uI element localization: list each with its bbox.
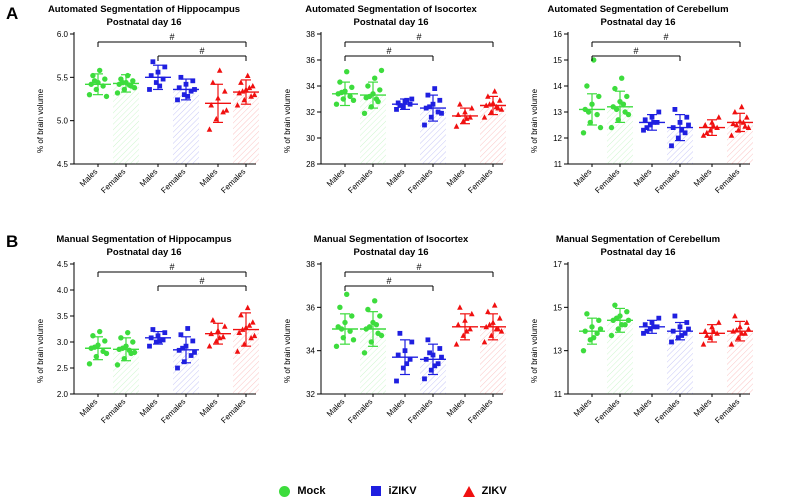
svg-text:Males: Males (691, 397, 714, 419)
svg-text:Males: Males (137, 397, 160, 419)
chart-subtitle: Postnatal day 16 (353, 17, 429, 28)
svg-text:30: 30 (306, 134, 315, 143)
plot-area (275, 258, 507, 426)
svg-text:Males: Males (77, 167, 100, 189)
svg-text:Females: Females (159, 397, 188, 426)
svg-text:Females: Females (593, 397, 622, 426)
svg-text:Males: Males (631, 397, 654, 419)
chart-manual-isocortex (275, 232, 507, 447)
y-axis-label: % of brain volume (283, 88, 292, 153)
svg-text:#: # (633, 46, 639, 56)
svg-text:Males: Males (197, 167, 220, 189)
legend-item-izikv (371, 485, 416, 497)
circle-marker-icon (279, 486, 290, 497)
svg-text:Females: Females (346, 167, 375, 196)
chart-subtitle: Postnatal day 16 (600, 17, 676, 28)
svg-text:Males: Males (571, 167, 594, 189)
chart-subtitle: Postnatal day 16 (106, 17, 182, 28)
svg-text:4.5: 4.5 (56, 160, 68, 169)
panel-label-b: B (6, 232, 19, 251)
plot-area (275, 28, 507, 196)
svg-text:Males: Males (77, 397, 100, 419)
svg-text:12: 12 (553, 134, 562, 143)
svg-text:Females: Females (466, 397, 495, 426)
svg-text:11: 11 (553, 390, 562, 399)
svg-text:Females: Females (713, 167, 742, 196)
svg-text:#: # (386, 276, 392, 286)
svg-text:3.0: 3.0 (56, 338, 68, 347)
svg-text:36: 36 (306, 56, 315, 65)
svg-text:3.5: 3.5 (56, 312, 68, 321)
legend-item-mock (279, 485, 325, 497)
legend-item-zikv (463, 485, 507, 497)
chart-auto-hippocampus (28, 2, 260, 217)
triangle-marker-icon (463, 486, 475, 497)
svg-text:17: 17 (553, 260, 562, 269)
svg-text:Females: Females (159, 167, 188, 196)
y-axis-label: % of brain volume (283, 318, 292, 383)
svg-text:Females: Females (713, 397, 742, 426)
svg-text:Males: Males (631, 167, 654, 189)
svg-text:Females: Females (593, 167, 622, 196)
svg-text:Females: Females (346, 397, 375, 426)
chart-manual-hippocampus (28, 232, 260, 447)
chart-manual-cerebellum (522, 232, 754, 447)
svg-text:16: 16 (553, 30, 562, 39)
y-axis-label: % of brain volume (36, 88, 45, 153)
svg-text:13: 13 (553, 346, 562, 356)
svg-text:Females: Females (219, 167, 248, 196)
svg-text:Females: Females (653, 397, 682, 426)
svg-text:Females: Females (99, 397, 128, 426)
chart-title: Automated Segmentation of Hippocampus (47, 4, 241, 15)
plot-area (522, 258, 754, 426)
legend-label: Mock (297, 485, 326, 497)
legend (0, 485, 786, 497)
svg-text:Females: Females (406, 397, 435, 426)
svg-text:#: # (169, 262, 175, 272)
svg-text:#: # (416, 32, 422, 42)
svg-text:15: 15 (553, 56, 562, 65)
svg-text:Females: Females (466, 167, 495, 196)
y-axis-label: % of brain volume (530, 88, 539, 153)
svg-text:#: # (199, 276, 205, 286)
svg-text:32: 32 (306, 108, 315, 117)
plot-area (28, 28, 260, 196)
svg-text:14: 14 (553, 82, 562, 91)
panel-label-a: A (6, 4, 19, 23)
chart-title: Manual Segmentation of Cerebellum (555, 234, 721, 245)
svg-text:34: 34 (306, 346, 315, 356)
svg-text:5.5: 5.5 (56, 73, 68, 83)
chart-subtitle: Postnatal day 16 (106, 247, 182, 258)
plot-area (522, 28, 754, 196)
svg-text:#: # (169, 32, 175, 42)
svg-text:32: 32 (306, 390, 315, 399)
chart-title: Manual Segmentation of Hippocampus (56, 234, 232, 245)
svg-text:Males: Males (137, 167, 160, 189)
legend-label: ZIKV (481, 485, 507, 497)
chart-auto-isocortex (275, 2, 507, 217)
svg-text:Males: Males (444, 167, 467, 189)
chart-title: Manual Segmentation of Isocortex (313, 234, 469, 245)
svg-text:#: # (416, 262, 422, 272)
svg-text:4.0: 4.0 (56, 286, 68, 295)
svg-text:Males: Males (691, 167, 714, 189)
svg-text:5.0: 5.0 (56, 116, 68, 126)
svg-text:15: 15 (553, 303, 562, 313)
svg-text:11: 11 (553, 160, 562, 169)
svg-text:36: 36 (306, 303, 315, 313)
svg-text:Females: Females (406, 167, 435, 196)
svg-text:Males: Males (197, 397, 220, 419)
y-axis-label: % of brain volume (36, 318, 45, 383)
svg-text:#: # (663, 32, 669, 42)
svg-text:Males: Males (384, 167, 407, 189)
svg-text:Females: Females (219, 397, 248, 426)
chart-subtitle: Postnatal day 16 (353, 247, 429, 258)
svg-text:38: 38 (306, 30, 315, 39)
svg-text:Females: Females (653, 167, 682, 196)
chart-title: Automated Segmentation of Cerebellum (547, 4, 729, 15)
svg-text:2.0: 2.0 (56, 390, 68, 399)
square-marker-icon (371, 486, 381, 496)
y-axis-label: % of brain volume (530, 318, 539, 383)
svg-text:38: 38 (306, 260, 315, 269)
svg-text:Females: Females (99, 167, 128, 196)
svg-text:Males: Males (324, 167, 347, 189)
chart-title: Automated Segmentation of Isocortex (305, 4, 477, 15)
svg-text:34: 34 (306, 82, 315, 91)
svg-text:4.5: 4.5 (56, 260, 68, 269)
svg-text:2.5: 2.5 (56, 364, 68, 373)
svg-text:Males: Males (384, 397, 407, 419)
plot-area (28, 258, 260, 426)
svg-text:6.0: 6.0 (56, 30, 68, 39)
svg-text:13: 13 (553, 108, 562, 117)
svg-text:Males: Males (324, 397, 347, 419)
svg-text:#: # (386, 46, 392, 56)
chart-auto-cerebellum (522, 2, 754, 217)
chart-subtitle: Postnatal day 16 (600, 247, 676, 258)
svg-text:Males: Males (571, 397, 594, 419)
legend-label: iZIKV (388, 485, 417, 497)
svg-text:Males: Males (444, 397, 467, 419)
svg-text:28: 28 (306, 160, 315, 169)
svg-text:#: # (199, 46, 205, 56)
